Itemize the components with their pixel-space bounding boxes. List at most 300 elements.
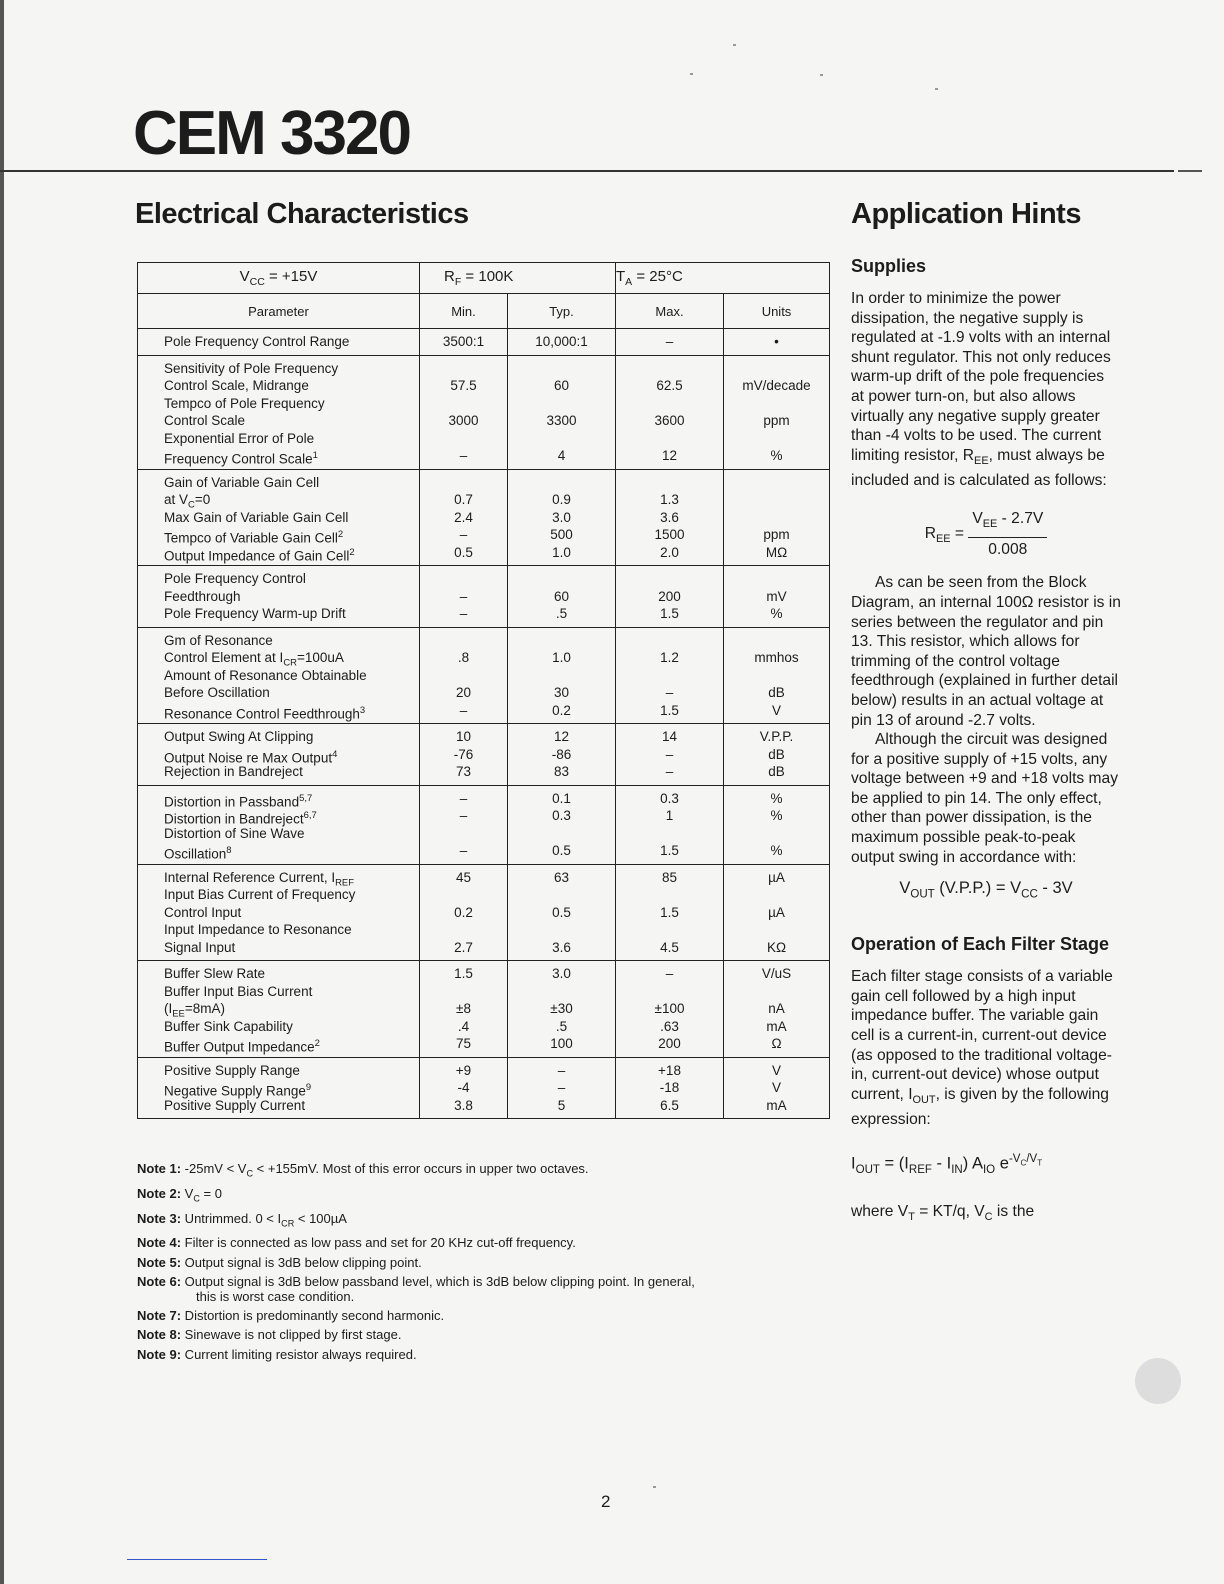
min-cell — [420, 724, 508, 786]
value — [724, 474, 829, 492]
param-cell — [138, 627, 420, 724]
value — [724, 921, 829, 939]
value: – — [459, 790, 468, 806]
note-text: Output signal is 3dB below passband level, which is 3dB below clipping point. In general, — [181, 1273, 695, 1289]
value: +18 — [658, 1062, 681, 1078]
parameter-line: Resonance Control Feedthrough$^3$ — [164, 704, 366, 721]
value: V — [771, 1062, 781, 1078]
value — [508, 886, 615, 904]
value: % — [770, 843, 783, 858]
value — [724, 825, 829, 843]
value: 2.7 — [454, 939, 473, 955]
value: 83 — [553, 764, 570, 779]
value: 2.0 — [660, 544, 679, 560]
parameter-line: Distortion in Passband$^{5,7}$ — [164, 792, 313, 809]
value: – — [459, 843, 468, 858]
page-title: CEM 3320 — [133, 99, 410, 168]
conditions-row — [138, 263, 830, 294]
value: 200 — [658, 588, 681, 604]
min-cell — [420, 785, 508, 864]
section-title-application: Application Hints — [851, 198, 1081, 230]
value: ±30 — [550, 1001, 573, 1016]
condition-ta: $T_A = 25^\circ C$ — [616, 263, 830, 294]
speck — [690, 73, 693, 75]
value: % — [770, 448, 783, 463]
value — [616, 395, 723, 413]
value — [616, 430, 723, 448]
units-cell — [724, 864, 830, 961]
block-diagram-paragraph: As can be seen from the Block Diagram, an internal 100Ω resistor is in series between the regulator and pin 13. This resistor, which allows for trimming of the control voltage feedthrough (explained in further detail below) results in an actual voltage at pin 13 of around -2.7 volts. — [851, 574, 1121, 729]
value — [616, 886, 723, 904]
parameter-line: Gm of Resonance — [164, 632, 273, 648]
parameter-line: Tempco of Variable Gain Cell$^2$ — [164, 529, 344, 546]
value: % — [770, 808, 783, 823]
units-cell — [724, 469, 830, 566]
value: mA — [766, 1018, 787, 1034]
electrical-characteristics-table — [137, 262, 830, 1119]
units-cell — [724, 355, 830, 469]
note-label: Note 3: — [137, 1210, 182, 1226]
note-text: Distortion is predominantly second harmonic. — [181, 1308, 445, 1324]
table-row — [138, 566, 830, 628]
page-number: 2 — [601, 1492, 611, 1511]
typ-cell — [508, 961, 616, 1058]
value: 60 — [553, 378, 570, 393]
value: 4.5 — [660, 939, 679, 955]
col-header-units: Units — [724, 294, 830, 329]
note-text: Current limiting resistor always required. — [181, 1346, 417, 1362]
value — [724, 491, 829, 509]
value — [420, 983, 507, 1001]
min-cell — [420, 355, 508, 469]
value — [616, 921, 723, 939]
note — [137, 1159, 817, 1184]
value — [508, 395, 615, 413]
table-row — [138, 627, 830, 724]
operation-paragraph: Each filter stage consists of a variable gain cell followed by a high input impedance buffer. The variable gain cell is a current-in, current-out device (as opposed to the traditional voltage-in, current-out device) whose output current, $I_{OUT}$, is given by the following expression: — [851, 968, 1113, 1129]
value: 1.5 — [454, 966, 473, 981]
max-cell — [616, 724, 724, 786]
value: ±100 — [654, 1001, 685, 1016]
units-cell — [724, 627, 830, 724]
value: 0.3 — [552, 808, 571, 823]
value: nA — [768, 1001, 785, 1016]
value — [420, 921, 507, 939]
parameter-line: at $V_C=0$ — [164, 492, 211, 511]
col-header-typ: Typ. — [508, 294, 616, 329]
value: 45 — [455, 869, 472, 885]
value: V — [771, 702, 781, 718]
value: ±8 — [456, 1001, 471, 1016]
value: mV/decade — [742, 378, 811, 393]
value: 1.0 — [552, 650, 571, 665]
speck — [935, 88, 938, 90]
value: 0.5 — [552, 904, 571, 920]
note-text: $-25mV < V_C < +155mV$. Most of this error occurs in upper two octaves. — [181, 1161, 589, 1179]
value: 3.0 — [552, 509, 571, 525]
value: • — [774, 334, 779, 349]
value: – — [665, 966, 674, 981]
value: µA — [768, 869, 785, 885]
parameter-line: Amount of Resonance Obtainable — [164, 667, 367, 683]
value: 57.5 — [450, 378, 477, 393]
value — [616, 360, 723, 378]
value — [724, 395, 829, 413]
value: 14 — [661, 729, 678, 744]
note-label: Note 8: — [137, 1327, 182, 1343]
table-row — [138, 864, 830, 961]
parameter-line: Oscillation$^8$ — [164, 845, 232, 862]
note-label: Note 1: — [137, 1161, 182, 1176]
value: 12 — [661, 448, 678, 463]
typ-cell — [508, 785, 616, 864]
parameter-line: Pole Frequency Control Range — [164, 334, 350, 349]
table-row — [138, 1057, 830, 1119]
value: 6.5 — [660, 1097, 679, 1113]
typ-cell — [508, 469, 616, 566]
value — [508, 430, 615, 448]
value: 0.5 — [454, 544, 473, 560]
max-cell — [616, 355, 724, 469]
max-cell — [616, 961, 724, 1058]
value: .4 — [457, 1018, 470, 1034]
value: 3000 — [448, 413, 479, 428]
ree-fraction — [968, 509, 1047, 559]
value: – — [557, 1062, 566, 1078]
min-cell — [420, 469, 508, 566]
note-text: Sinewave is not clipped by first stage. — [181, 1327, 402, 1343]
value — [724, 632, 829, 650]
value — [508, 921, 615, 939]
value — [508, 360, 615, 378]
value: 1.5 — [660, 606, 679, 621]
value — [508, 570, 615, 588]
typ-cell — [508, 724, 616, 786]
value: 200 — [658, 1036, 681, 1051]
value — [724, 667, 829, 685]
value: 62.5 — [656, 378, 683, 393]
value — [616, 474, 723, 492]
col-header-min: Min. — [420, 294, 508, 329]
parameter-line: Buffer Sink Capability — [164, 1018, 293, 1034]
value: dB — [768, 685, 785, 700]
value: 3.6 — [552, 939, 571, 955]
value — [420, 632, 507, 650]
value: 1 — [665, 808, 674, 823]
note-text: Untrimmed. $0 < I_{CR} < 100\mu A$ — [181, 1210, 347, 1229]
note-text: Output signal is 3dB below clipping point. — [181, 1254, 422, 1270]
note — [137, 1306, 817, 1325]
value: 2.4 — [454, 509, 473, 525]
value: 63 — [553, 869, 570, 885]
ree-lhs: $R_{EE}$ = — [924, 525, 965, 546]
value: – — [459, 588, 468, 604]
value: 3600 — [654, 413, 685, 428]
value: – — [665, 764, 674, 779]
note — [137, 1253, 817, 1272]
note-label: Note 6: — [137, 1273, 182, 1289]
max-cell — [616, 864, 724, 961]
parameter-line: Input Bias Current of Frequency — [164, 887, 356, 902]
value: 1.5 — [660, 702, 679, 718]
table-row — [138, 329, 830, 356]
value: 1.0 — [552, 544, 571, 560]
value: % — [770, 606, 783, 621]
value: – — [665, 685, 674, 700]
value — [508, 825, 615, 843]
value: V.P.P. — [759, 729, 794, 744]
min-cell — [420, 329, 508, 356]
value — [420, 360, 507, 378]
value: .5 — [555, 606, 568, 621]
positive-supply-paragraph: Although the circuit was designed for a positive supply of +15 volts, any voltage between +9 and +18 volts may be applied to pin 14. The only effect, other than power dissipation, is the maximum possible peak-to-peak output swing in accordance with: — [851, 731, 1119, 866]
units-cell — [724, 724, 830, 786]
parameter-line: Output Swing At Clipping — [164, 729, 314, 744]
speck — [820, 74, 823, 76]
min-cell — [420, 566, 508, 628]
parameter-line: Output Noise re Max Output$^4$ — [164, 748, 338, 765]
vout-equation: $V_{OUT}$ $(V.P.P.) = V_{CC} - 3V$ — [899, 879, 1073, 901]
value: -76 — [453, 746, 474, 762]
parameter-line: Buffer Input Bias Current — [164, 983, 313, 999]
title-rule-end — [1178, 170, 1202, 172]
value: 5 — [557, 1097, 566, 1113]
value: 3.0 — [552, 966, 571, 981]
value: dB — [768, 764, 785, 779]
max-cell — [616, 566, 724, 628]
value — [508, 632, 615, 650]
value — [724, 983, 829, 1001]
value: 0.1 — [552, 790, 571, 806]
parameter-line: $(I_{EE}=8mA)$ — [164, 1001, 225, 1020]
parameter-line: Internal Reference Current, $I_{REF}$ — [164, 869, 354, 889]
parameter-line: Rejection in Bandreject — [164, 764, 303, 779]
application-hints — [851, 255, 1121, 1228]
value: 0.7 — [454, 492, 473, 507]
max-cell — [616, 785, 724, 864]
value: – — [459, 527, 468, 542]
units-cell — [724, 785, 830, 864]
value: .8 — [457, 650, 470, 665]
table-body — [138, 329, 830, 1119]
min-cell — [420, 627, 508, 724]
value — [616, 667, 723, 685]
value: 100 — [550, 1036, 573, 1051]
parameter-line: Signal Input — [164, 939, 236, 955]
value: V/uS — [761, 966, 792, 981]
note — [137, 1209, 817, 1234]
typ-cell — [508, 329, 616, 356]
parameter-line: Distortion of Sine Wave — [164, 825, 305, 841]
units-cell — [724, 566, 830, 628]
note-label: Note 9: — [137, 1346, 182, 1362]
param-cell — [138, 785, 420, 864]
value — [616, 983, 723, 1001]
parameter-line: Before Oscillation — [164, 685, 270, 700]
table-row — [138, 724, 830, 786]
value — [420, 430, 507, 448]
value: 30 — [553, 685, 570, 700]
table-row — [138, 469, 830, 566]
header-row — [138, 294, 830, 329]
note — [137, 1325, 817, 1344]
parameter-line: Max Gain of Variable Gain Cell — [164, 509, 349, 525]
value — [724, 430, 829, 448]
page-edge — [0, 0, 4, 1584]
value: 1.2 — [660, 650, 679, 665]
value — [724, 886, 829, 904]
parameter-line: Pole Frequency Warm-up Drift — [164, 606, 346, 621]
note — [137, 1345, 817, 1364]
value — [508, 983, 615, 1001]
param-cell — [138, 864, 420, 961]
value — [420, 886, 507, 904]
value: MΩ — [765, 544, 788, 560]
value: – — [459, 808, 468, 823]
supplies-paragraph: In order to minimize the power dissipation, the negative supply is regulated at -1.9 volts with an internal shunt regulator. This not only reduces warm-up drift of the pole frequencies at power turn-on, but also allows virtually any negative supply greater than -4 volts to be used. The current limiting resistor, $R_{EE}$, must always be included and is calculated as follows: — [851, 290, 1111, 490]
min-cell — [420, 1057, 508, 1119]
value: Ω — [771, 1036, 782, 1051]
parameter-line: Sensitivity of Pole Frequency — [164, 360, 339, 376]
col-header-max: Max. — [616, 294, 724, 329]
parameter-line: Control Element at $I_{CR}=100uA$ — [164, 650, 344, 669]
value: mV — [766, 588, 787, 604]
value: – — [665, 746, 674, 762]
typ-cell — [508, 1057, 616, 1119]
value: % — [770, 790, 783, 806]
note-label: Note 4: — [137, 1235, 182, 1251]
operation-heading: Operation of Each Filter Stage — [851, 934, 1110, 955]
section-title-electrical: Electrical Characteristics — [135, 198, 469, 230]
ree-equation — [851, 509, 1121, 559]
parameter-line: Positive Supply Range — [164, 1062, 300, 1078]
supplies-heading: Supplies — [851, 256, 927, 276]
value — [724, 509, 829, 527]
value — [420, 825, 507, 843]
condition-rf: $R_F = 100K$ — [420, 263, 616, 294]
value: – — [459, 606, 468, 621]
parameter-line: Exponential Error of Pole — [164, 430, 315, 446]
note — [137, 1272, 817, 1306]
parameter-line: Buffer Slew Rate — [164, 966, 266, 981]
value: .5 — [555, 1018, 568, 1034]
value: 0.9 — [552, 492, 571, 507]
value: dB — [768, 746, 785, 762]
table-row — [138, 355, 830, 469]
ree-numerator: $V_{EE} - 2.7V$ — [968, 509, 1047, 538]
notes — [137, 1159, 817, 1364]
value: 20 — [455, 685, 472, 700]
value: – — [459, 448, 468, 463]
value: µA — [768, 904, 785, 920]
value — [508, 667, 615, 685]
units-cell — [724, 961, 830, 1058]
value: 75 — [455, 1036, 472, 1051]
value: mA — [766, 1097, 787, 1113]
value: 1500 — [654, 527, 685, 542]
max-cell — [616, 1057, 724, 1119]
value: +9 — [455, 1062, 472, 1078]
value: 1.3 — [660, 492, 679, 507]
min-cell — [420, 864, 508, 961]
parameter-line: Output Impedance of Gain Cell$^2$ — [164, 546, 355, 563]
typ-cell — [508, 627, 616, 724]
value: 0.5 — [552, 843, 571, 858]
note — [137, 1184, 817, 1209]
note-continuation: this is worst case condition. — [196, 1289, 355, 1304]
value: 500 — [550, 527, 573, 542]
value: 73 — [455, 764, 472, 779]
parameter-line: Negative Supply Range$^9$ — [164, 1082, 312, 1099]
value: 12 — [553, 729, 570, 744]
parameter-line: Tempco of Pole Frequency — [164, 395, 325, 411]
units-cell — [724, 329, 830, 356]
value — [616, 632, 723, 650]
value: – — [665, 334, 674, 349]
value: 3500:1 — [442, 334, 485, 349]
parameter-line: Distortion in Bandreject$^{6,7}$ — [164, 810, 317, 827]
value: -4 — [457, 1080, 470, 1095]
table-row — [138, 961, 830, 1058]
iout-equation: $I_{OUT} = (I_{REF} - I_{IN})$ $A_{IO}$ $e^{-V_C/V_T}$ — [851, 1153, 1043, 1176]
vt-paragraph: where $V_T = KT/q$, $V_C$ is the — [851, 1203, 1035, 1224]
value: – — [459, 702, 468, 718]
value: ppm — [763, 413, 790, 428]
note-label: Note 5: — [137, 1254, 182, 1270]
units-cell — [724, 1057, 830, 1119]
value: -86 — [551, 746, 572, 762]
table-row — [138, 785, 830, 864]
note-text: Filter is connected as low pass and set for 20 KHz cut-off frequency. — [181, 1235, 576, 1251]
value — [508, 474, 615, 492]
value: 0.2 — [454, 904, 473, 920]
value: mmhos — [754, 650, 799, 665]
param-cell — [138, 329, 420, 356]
note-text: $V_C = 0$ — [181, 1185, 222, 1204]
value: 10,000:1 — [535, 334, 588, 349]
param-cell — [138, 961, 420, 1058]
typ-cell — [508, 355, 616, 469]
value: 10 — [455, 729, 472, 744]
value: 4 — [557, 448, 566, 463]
value: 0.2 — [552, 702, 571, 718]
value: ppm — [763, 527, 790, 542]
speck — [653, 1486, 656, 1488]
param-cell — [138, 724, 420, 786]
value — [724, 570, 829, 588]
value — [616, 825, 723, 843]
value — [724, 360, 829, 378]
max-cell — [616, 469, 724, 566]
note — [137, 1233, 817, 1252]
parameter-line: Feedthrough — [164, 588, 241, 604]
value: 3.8 — [454, 1097, 473, 1113]
parameter-line: Frequency Control Scale$^1$ — [164, 450, 318, 467]
parameter-line: Control Scale — [164, 413, 246, 428]
parameter-line: Control Scale, Midrange — [164, 378, 309, 393]
max-cell — [616, 627, 724, 724]
parameter-line: Input Impedance to Resonance — [164, 922, 352, 937]
max-cell — [616, 329, 724, 356]
value: 3.6 — [660, 509, 679, 525]
value: 0.3 — [660, 790, 679, 806]
value: – — [557, 1080, 566, 1095]
min-cell — [420, 961, 508, 1058]
value: KΩ — [766, 939, 787, 955]
typ-cell — [508, 864, 616, 961]
col-header-parameter: Parameter — [138, 294, 420, 329]
parameter-line: Control Input — [164, 904, 242, 920]
